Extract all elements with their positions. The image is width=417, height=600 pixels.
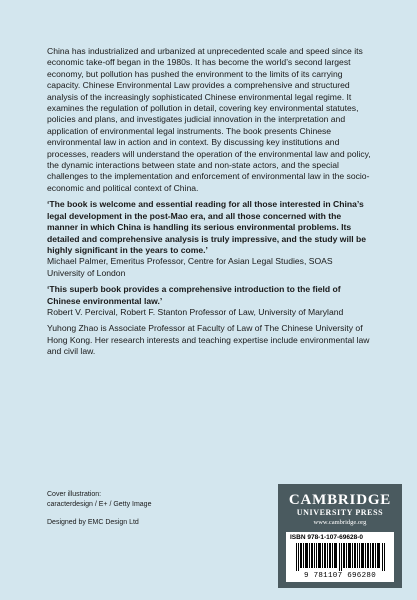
endorsement-attribution-2: Robert V. Percival, Robert F. Stanton Professor of Law, University of Maryland (47, 306, 344, 317)
back-cover-text (47, 46, 372, 358)
cover-illustration-label: Cover illustration: (47, 491, 102, 498)
author-bio: Yuhong Zhao is Associate Professor at Faculty of Law of The Chinese University of Hong Kong. Her research interests and teaching expertise include environmental law and civil law. (47, 323, 370, 357)
publisher-url: www.cambridge.org (313, 519, 367, 526)
barcode-bars-icon (296, 543, 386, 571)
designer-credit: Designed by EMC Design Ltd (47, 519, 139, 526)
cover-illustration-source: caracterdesign / E+ / Getty Image (47, 501, 152, 508)
barcode (286, 532, 394, 582)
publisher-press: UNIVERSITY PRESS (296, 508, 384, 517)
endorsement-quote-2: ‘This superb book provides a comprehensive introduction to the field of Chinese environmental law.’ (47, 284, 341, 306)
endorsement-quote-1: ‘The book is welcome and essential reading for all those interested in China’s legal development in the post-Mao era, and all those concerned with the manner in which China is handling its serious environmental problems. Its detailed and comprehensive analysis is truly impressive, and the study will be highly significant in the years to come.’ (47, 199, 367, 255)
isbn-label: ISBN 978-1-107-69628-0 (290, 534, 363, 541)
cover-credits (47, 490, 151, 528)
book-description: China has industrialized and urbanized at unprecedented scale and speed since its economic take-off began in the 1980s. It has become the world’s second largest economy, but pollution has pushed the environment to the limits of its carrying capacity. Chinese Environmental Law provides a comprehensive and structured analysis of the increasingly sophisticated Chinese environmental legal regime. It examines the regulation of pollution in detail, covering key environmental statutes, policies and plans, and investigates judicial innovation in the interpretation and application of environmental legal instruments. The book presents Chinese environmental law in action and in context. By discussing key institutions and processes, readers will understand the operation of the environmental law and policy, the dynamic interactions between state and non-state actors, and the special challenges to the implementation and enforcement of environmental law in the socio-economic and political context of China. (47, 46, 371, 193)
publisher-name: CAMBRIDGE (288, 492, 392, 508)
endorsement-attribution-1: Michael Palmer, Emeritus Professor, Centre for Asian Legal Studies, SOAS University of London (47, 256, 333, 278)
ean-digits: 9 781107 696280 (303, 572, 376, 580)
